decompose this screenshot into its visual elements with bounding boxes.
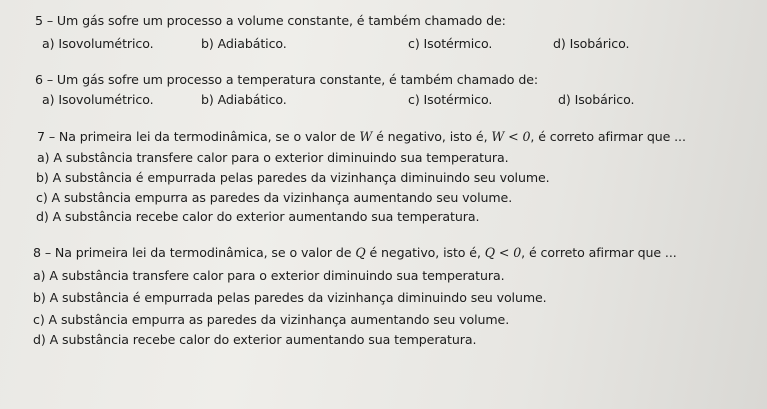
question-8-stem-mid: é negativo, isto é,	[365, 245, 485, 260]
question-5-option-c: c) Isotérmico.	[408, 36, 493, 51]
question-7-stem-mid: é negativo, isto é,	[372, 129, 492, 144]
question-6-stem: 6 – Um gás sofre um processo a temperatura constante, é também chamado de:	[35, 72, 539, 87]
question-8-expression: Q < 0	[484, 245, 522, 260]
question-5-option-a: a) Isovolumétrico.	[42, 36, 154, 51]
question-5-option-b: b) Adiabático.	[201, 36, 287, 51]
question-8-stem	[33, 245, 677, 261]
question-8-option-b: b) A substância é empurrada pelas paredes da vizinhança diminuindo seu volume.	[33, 290, 547, 305]
question-5-stem: 5 – Um gás sofre um processo a volume constante, é também chamado de:	[35, 13, 506, 28]
question-5-option-d: d) Isobárico.	[553, 36, 630, 51]
question-8-stem-after: , é correto afirmar que ...	[521, 245, 677, 260]
question-8-variable: Q	[355, 245, 366, 260]
question-8-stem-before: 8 – Na primeira lei da termodinâmica, se o valor de	[33, 245, 356, 260]
question-7-option-d: d) A substância recebe calor do exterior aumentando sua temperatura.	[36, 209, 480, 224]
question-8-option-c: c) A substância empurra as paredes da vizinhança aumentando seu volume.	[33, 312, 510, 327]
question-7-stem-before: 7 – Na primeira lei da termodinâmica, se o valor de	[37, 129, 360, 144]
question-7-stem-after: , é correto afirmar que ...	[530, 129, 686, 144]
question-7-expression: W < 0	[491, 129, 531, 144]
question-7-variable: W	[359, 129, 373, 144]
question-6-option-a: a) Isovolumétrico.	[42, 92, 154, 107]
question-7-option-c: c) A substância empurra as paredes da vizinhança aumentando seu volume.	[36, 190, 513, 205]
question-8-option-a: a) A substância transfere calor para o exterior diminuindo sua temperatura.	[33, 268, 505, 283]
question-6-option-b: b) Adiabático.	[201, 92, 287, 107]
question-6-option-d: d) Isobárico.	[558, 92, 635, 107]
question-7-stem	[37, 129, 686, 145]
question-8-option-d: d) A substância recebe calor do exterior aumentando sua temperatura.	[33, 332, 477, 347]
question-6-option-c: c) Isotérmico.	[408, 92, 493, 107]
question-7-option-b: b) A substância é empurrada pelas paredes da vizinhança diminuindo seu volume.	[36, 170, 550, 185]
question-7-option-a: a) A substância transfere calor para o exterior diminuindo sua temperatura.	[37, 150, 509, 165]
